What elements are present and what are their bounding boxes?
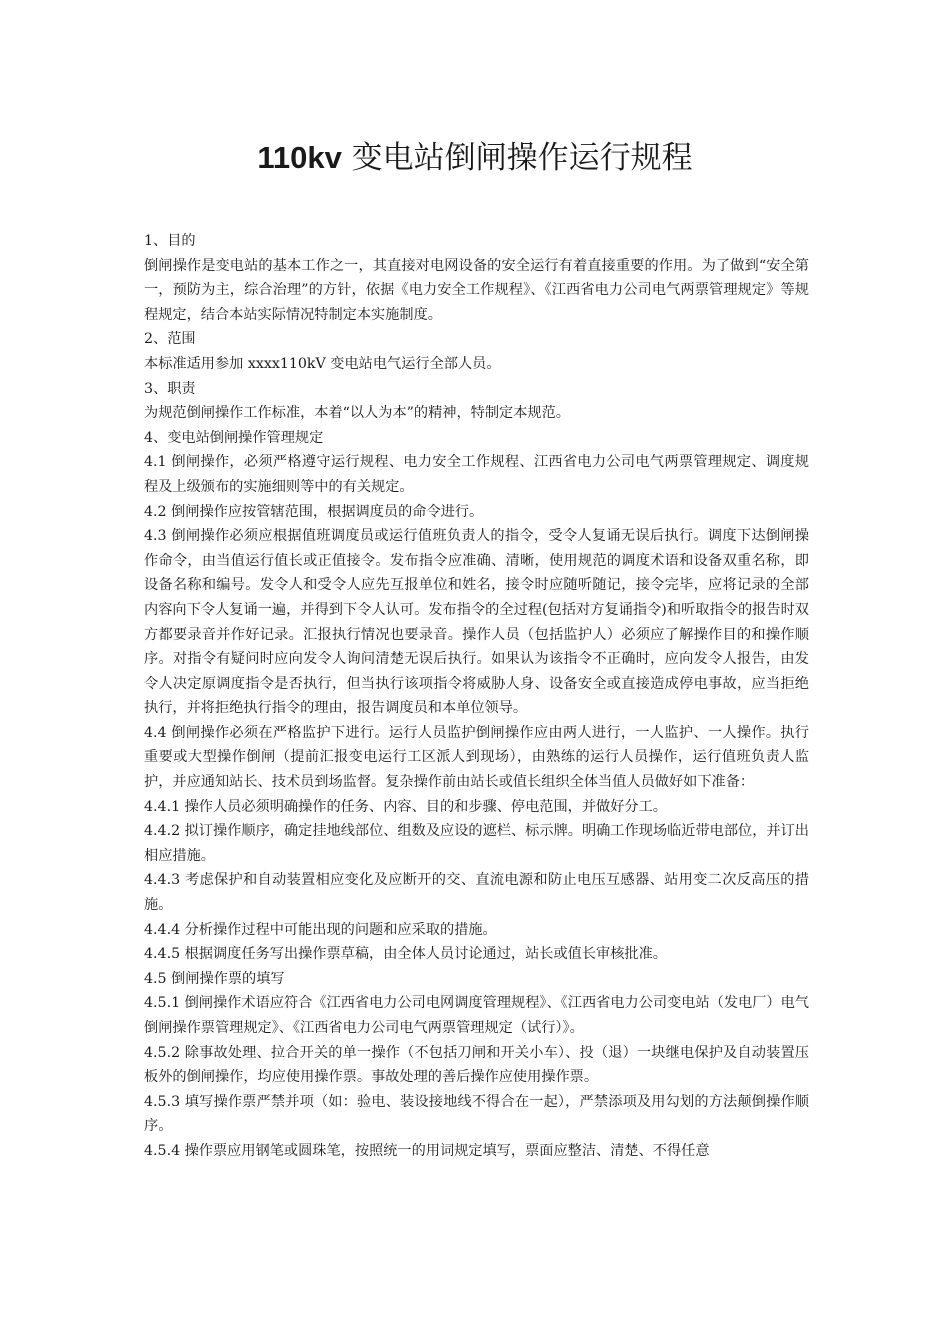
paragraph: 为规范倒闸操作工作标准，本着“以人为本”的精神，特制定本规范。 <box>144 405 570 422</box>
section-heading: 3、职责 <box>144 380 196 397</box>
paragraph: 4.4.4 分析操作过程中可能出现的问题和应采取的措施。 <box>144 921 497 938</box>
paragraph: 4.2 倒闸操作应按管辖范围，根据调度员的命令进行。 <box>144 503 484 520</box>
section-heading: 2、范围 <box>144 331 196 348</box>
document-title <box>0 136 950 180</box>
section-heading: 4、变电站倒闸操作管理规定 <box>144 429 324 446</box>
paragraph: 4.4.1 操作人员必须明确操作的任务、内容、目的和步骤、停电范围，并做好分工。 <box>144 798 667 815</box>
section-heading: 1、目的 <box>144 233 196 249</box>
paragraph: 4.4.5 根据调度任务写出操作票草稿，由全体人员讨论通过，站长或值长审核批准。 <box>144 946 667 963</box>
paragraph: 4.3 倒闸操作必须应根据值班调度员或运行值班负责人的指令，受令人复诵无误后执行。调度下达倒闸操作命令，由当值运行值长或正值接令。发布指令应准确、清晰，使用规范的调度术语和设备双重名称，即设备名称和编号。发令人和受令人应先互报单位和姓名，接令时应随听随记，接令完毕，应将记录的全部内容向下令人复诵一遍，并得到下令人认可。发布指令的全过程(包括对方复诵指令)和听取指令的报告时双方都要录音并作好记录。汇报执行情况也要录音。操作人员（包括监护人）必须应了解操作目的和操作顺序。对指令有疑问时应向发令人询问清楚无误后执行。如果认为该指令不正确时，应向发令人报告，由发令人决定原调度指令是否执行，但当执行该项指令将威胁人身、设备安全或直接造成停电事故，应当拒绝执行，并将拒绝执行指令的理由，报告调度员和本单位领导。 <box>144 528 809 717</box>
paragraph: 倒闸操作是变电站的基本工作之一，其直接对电网设备的安全运行有着直接重要的作用。为了做到“安全第一，预防为主，综合治理”的方针，依据《电力安全工作规程》、《江西省电力公司电气两票管理规定》等规程规定，结合本站实际情况特制定本实施制度。 <box>144 257 809 323</box>
paragraph: 本标准适用参加 xxxx110kV 变电站电气运行全部人员。 <box>144 355 501 372</box>
paragraph: 4.5.3 填写操作票严禁并项（如：验电、装设接地线不得合在一起），严禁添项及用勾划的方法颠倒操作顺序。 <box>144 1093 809 1135</box>
paragraph: 4.1 倒闸操作，必须严格遵守运行规程、电力安全工作规程、江西省电力公司电气两票管理规定、调度规程及上级颁布的实施细则等中的有关规定。 <box>144 454 809 495</box>
title-text: 变电站倒闸操作运行规程 <box>341 140 693 176</box>
paragraph: 4.5.1 倒闸操作术语应符合《江西省电力公司电网调度管理规程》、《江西省电力公司变电站（发电厂）电气倒闸操作票管理规定》、《江西省电力公司电气两票管理规定（试行）》。 <box>144 995 809 1036</box>
title-latin: 110kv <box>257 140 342 175</box>
paragraph: 4.4.2 拟订操作顺序，确定挂地线部位、组数及应设的遮栏、标示牌。明确工作现场临近带电部位，并订出相应措施。 <box>144 823 809 864</box>
document-body <box>144 229 809 1164</box>
paragraph: 4.4 倒闸操作必须在严格监护下进行。运行人员监护倒闸操作应由两人进行，一人监护、一人操作。执行重要或大型操作倒闸（提前汇报变电运行工区派人到现场），由熟练的运行人员操作，运行值班负责人监护，并应通知站长、技术员到场监督。复杂操作前由站长或值长组织全体当值人员做好如下准备： <box>144 724 809 791</box>
paragraph: 4.5.4 操作票应用钢笔或圆珠笔，按照统一的用词规定填写，票面应整洁、清楚、不得任意 <box>144 1142 710 1159</box>
paragraph: 4.5.2 除事故处理、拉合开关的单一操作（不包括刀闸和开关小车）、投（退）一块继电保护及自动装置压板外的倒闸操作，均应使用操作票。事故处理的善后操作应使用操作票。 <box>144 1044 809 1086</box>
paragraph: 4.5 倒闸操作票的填写 <box>144 970 285 987</box>
paragraph: 4.4.3 考虑保护和自动装置相应变化及应断开的交、直流电源和防止电压互感器、站用变二次反高压的措施。 <box>144 872 809 914</box>
